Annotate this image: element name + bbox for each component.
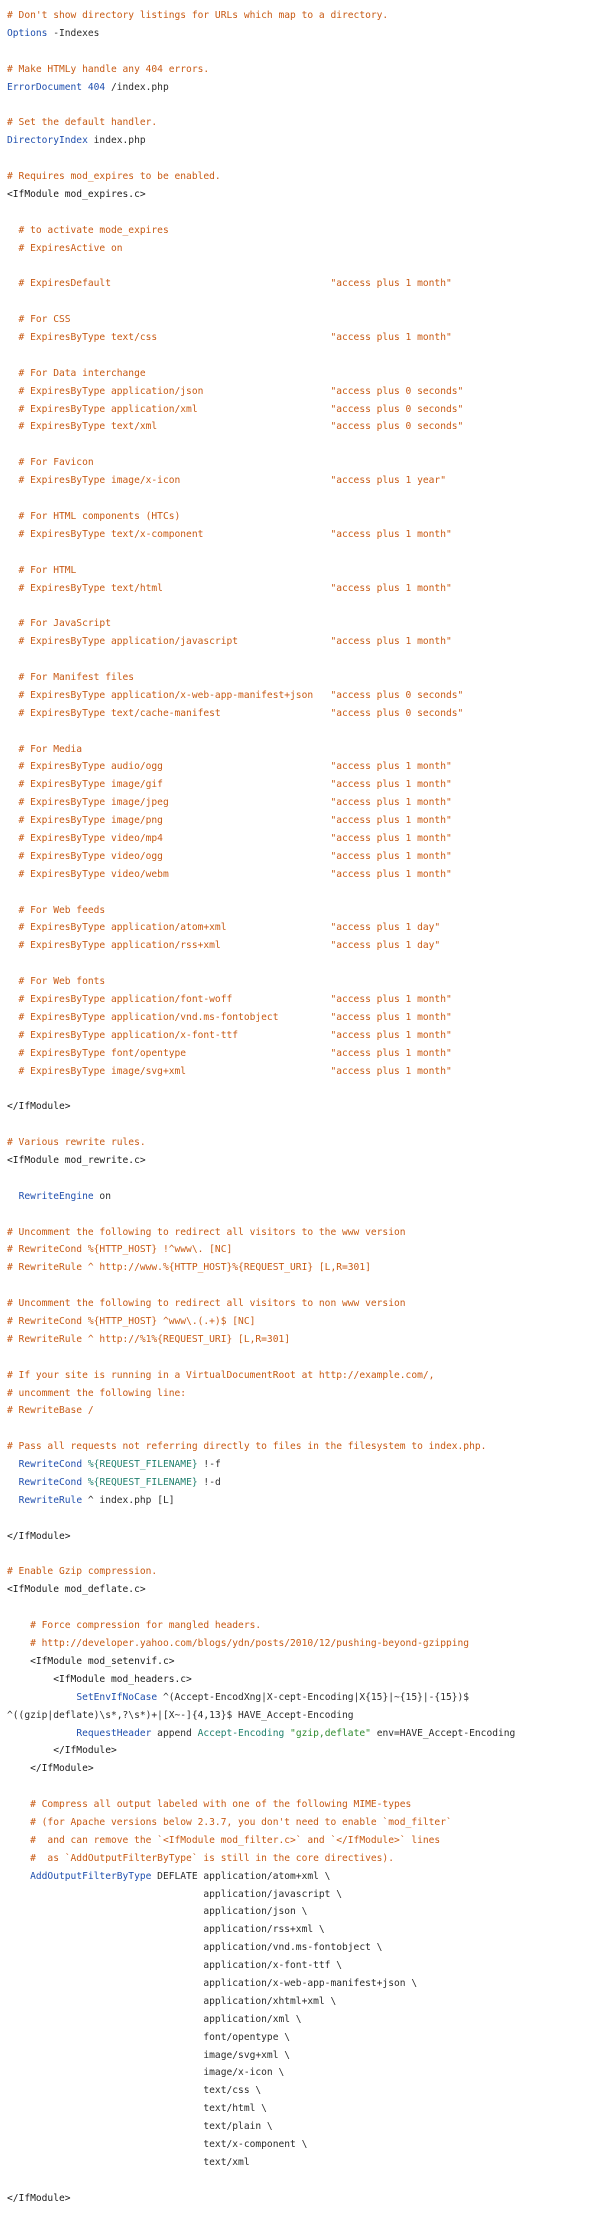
code-comment: # For Web fonts [7,976,106,988]
code-line [7,902,600,920]
code-line [7,418,600,436]
code-line [7,1528,600,1546]
code-comment: # Requires mod_expires to be enabled. [7,171,221,183]
code-line [7,1599,600,1617]
code-comment: # Set the default handler. [7,117,158,129]
code-line [7,1778,600,1796]
code-line [7,293,600,311]
code-line [7,669,600,687]
code-line [7,329,600,347]
code-comment: # For HTML components (HTCs) [7,510,181,522]
code-token: text/xml [7,2156,250,2168]
code-line [7,1725,600,1743]
code-comment: # Uncomment the following to redirect all visitors to the www version [7,1226,406,1238]
code-line [7,1009,600,1027]
code-line [7,79,600,97]
code-line [7,580,600,598]
code-line [7,61,600,79]
code-comment: # ExpiresByType text/css "access plus 1 month" [7,332,452,344]
code-comment: # ExpiresActive on [7,242,123,254]
code-comment: # RewriteBase / [7,1405,94,1417]
code-token: application/json \ [7,1906,308,1918]
code-line [7,1224,600,1242]
code-token: <IfModule mod_setenvif.c> [7,1655,175,1667]
code-line [7,365,600,383]
code-token: SetEnvIfNoCase [76,1691,158,1703]
code-comment: # ExpiresByType application/vnd.ms-fontobject "access plus 1 month" [7,1011,452,1023]
code-line [7,1850,600,1868]
code-comment: # RewriteCond %{HTTP_HOST} ^www\.(.+)$ [NC] [7,1316,256,1328]
code-token: <IfModule mod_expires.c> [7,188,146,200]
code-comment: # ExpiresByType text/x-component "access plus 1 month" [7,528,452,540]
code-line [7,1903,600,1921]
code-comment: # ExpiresByType audio/ogg "access plus 1 month" [7,761,452,773]
code-comment: # ExpiresByType image/gif "access plus 1 month" [7,779,452,791]
code-line [7,866,600,884]
code-line [7,311,600,329]
code-comment: # ExpiresByType image/svg+xml "access plus 1 month" [7,1065,452,1077]
code-line [7,1420,600,1438]
code-comment: # ExpiresByType font/opentype "access plus 1 month" [7,1047,452,1059]
code-line [7,1563,600,1581]
code-token: font/opentype \ [7,2031,291,2043]
code-comment: # ExpiresByType application/x-web-app-manifest+json "access plus 0 seconds" [7,689,464,701]
code-line [7,1492,600,1510]
code-token: ErrorDocument [7,81,83,93]
code-line [7,794,600,812]
code-token: /index.php [105,81,169,93]
code-line [7,1313,600,1331]
code-comment: # Pass all requests not referring directly to files in the filesystem to index.php. [7,1441,487,1453]
code-comment: # For CSS [7,314,71,326]
code-comment: # ExpiresByType application/json "access plus 0 seconds" [7,385,464,397]
code-token: ^(Accept-EncodXng|X-cept-Encoding|X{15}|~{15}|-{15})$ [157,1691,470,1703]
code-line [7,1080,600,1098]
code-token: RequestHeader [76,1727,152,1739]
code-line [7,222,600,240]
code-line [7,1385,600,1403]
code-line [7,508,600,526]
code-line [7,1331,600,1349]
code-line [7,991,600,1009]
code-token: ^((gzip|deflate)\s*,?\s*)+|[X~-]{4,13}$ HAVE_Accept-Encoding [7,1709,354,1721]
code-line [7,2154,600,2172]
code-line [7,43,600,61]
code-token: ^ index.php [L] [82,1494,175,1506]
code-line [7,1707,600,1725]
code-token: append [151,1727,198,1739]
code-token: text/css \ [7,2085,262,2097]
code-token: -Indexes [47,27,100,39]
code-line [7,2100,600,2118]
code-comment: # Don't show directory listings for URLs which map to a directory. [7,10,389,21]
code-line [7,955,600,973]
code-line [7,1868,600,1886]
code-line [7,1617,600,1635]
code-line [7,597,600,615]
code-line [7,132,600,150]
code-token [7,1728,76,1739]
code-comment: # ExpiresByType application/rss+xml "access plus 1 day" [7,940,441,952]
code-line [7,1188,600,1206]
code-token: </IfModule> [7,1745,117,1757]
code-line [7,275,600,293]
code-line [7,1689,600,1707]
code-line [7,2011,600,2029]
code-token: DirectoryIndex [7,135,88,147]
code-line [7,472,600,490]
code-token: %{REQUEST_FILENAME} [87,1477,198,1489]
code-token: 404 [87,81,106,93]
code-comment: # ExpiresByType application/xml "access plus 0 seconds" [7,403,464,415]
code-line [7,1921,600,1939]
code-line [7,1063,600,1081]
code-token: <IfModule mod_headers.c> [7,1673,192,1685]
code-comment: # ExpiresByType video/webm "access plus 1 month" [7,868,452,880]
code-line [7,937,600,955]
code-token: env=HAVE_Accept-Encoding [370,1727,516,1739]
code-token: RewriteCond [18,1477,83,1489]
code-line [7,687,600,705]
code-line [7,2118,600,2136]
code-comment: # Uncomment the following to redirect all visitors to non www version [7,1298,406,1310]
code-comment: # ExpiresByType text/xml "access plus 0 seconds" [7,421,464,433]
code-line [7,490,600,508]
code-token [7,1495,19,1506]
code-token: RewriteEngine [18,1190,94,1202]
code-line [7,454,600,472]
code-comment: # Various rewrite rules. [7,1137,146,1149]
code-line [7,2082,600,2100]
code-line [7,830,600,848]
code-line [7,1259,600,1277]
code-line [7,812,600,830]
code-line [7,1045,600,1063]
code-comment: # ExpiresByType video/mp4 "access plus 1 month" [7,832,452,844]
code-line [7,204,600,222]
code-token: image/x-icon \ [7,2067,285,2079]
code-line [7,723,600,741]
code-line [7,1295,600,1313]
code-comment: # For Media [7,743,83,755]
code-comment: # ExpiresByType application/font-woff "access plus 1 month" [7,993,452,1005]
code-line [7,633,600,651]
code-comment: # ExpiresByType image/png "access plus 1 month" [7,815,452,827]
code-comment: # RewriteCond %{HTTP_HOST} !^www\. [NC] [7,1244,233,1256]
code-comment: # ExpiresByType application/javascript "access plus 1 month" [7,636,452,648]
code-comment: # ExpiresByType application/x-font-ttf "access plus 1 month" [7,1029,452,1041]
code-line [7,758,600,776]
code-token: application/xhtml+xml \ [7,1995,337,2007]
code-comment: # RewriteRule ^ http://www.%{HTTP_HOST}%{REQUEST_URI} [L,R=301] [7,1262,371,1274]
code-token: on [93,1190,111,1202]
code-line [7,973,600,991]
code-token: </IfModule> [7,2192,71,2204]
code-comment: # http://developer.yahoo.com/blogs/ydn/posts/2010/12/pushing-beyond-gzipping [7,1638,470,1650]
code-line [7,1134,600,1152]
code-token: Options [7,27,48,39]
code-token: !-d [197,1477,221,1489]
code-line [7,1027,600,1045]
code-line [7,1939,600,1957]
code-token [7,1871,30,1882]
code-token: application/x-font-ttf \ [7,1960,343,1972]
code-token: index.php [87,135,146,147]
code-line [7,1152,600,1170]
code-line [7,1170,600,1188]
code-line [7,383,600,401]
code-line [7,1814,600,1832]
code-line [7,544,600,562]
code-comment: # ExpiresByType image/x-icon "access plus 1 year" [7,475,446,487]
code-token: Accept-Encoding [197,1727,285,1739]
code-line [7,1796,600,1814]
code-line [7,114,600,132]
code-comment: # RewriteRule ^ http://%1%{REQUEST_URI} [L,R=301] [7,1333,291,1345]
code-comment: # If your site is running in a VirtualDocumentRoot at http://example.com/, [7,1369,435,1381]
code-line [7,1474,600,1492]
code-token: <IfModule mod_rewrite.c> [7,1155,146,1166]
code-line [7,436,600,454]
code-comment: # For Favicon [7,457,94,469]
code-comment: # For Data interchange [7,367,146,379]
code-line [7,526,600,544]
code-comment: # as `AddOutputFilterByType` is still in the core directives). [7,1852,394,1864]
code-line [7,2172,600,2190]
code-token: %{REQUEST_FILENAME} [87,1459,198,1471]
code-line [7,347,600,365]
code-line [7,186,600,204]
code-token: application/javascript \ [7,1888,343,1900]
code-line [7,1975,600,1993]
code-token: </IfModule> [7,1530,71,1542]
code-token: RewriteRule [18,1494,83,1506]
code-token: "gzip,deflate" [290,1727,371,1739]
code-line [7,615,600,633]
code-token [7,1477,19,1488]
code-comment: # ExpiresByType image/jpeg "access plus 1 month" [7,797,452,809]
code-token: AddOutputFilterByType [30,1870,152,1882]
code-line [7,2190,600,2208]
code-line [7,7,600,25]
code-comment: # Make HTMLy handle any 404 errors. [7,63,210,75]
code-token: !-f [197,1459,221,1471]
code-comment: # ExpiresByType text/cache-manifest "access plus 0 seconds" [7,707,464,719]
code-line [7,2064,600,2082]
code-line [7,741,600,759]
code-comment: # to activate mode_expires [7,224,169,236]
code-line [7,96,600,114]
code-line [7,1367,600,1385]
code-line [7,1886,600,1904]
code-token: text/plain \ [7,2121,273,2133]
code-comment: # For Manifest files [7,671,135,683]
code-line [7,1241,600,1259]
code-token [7,1692,76,1703]
code-line [7,401,600,419]
code-line [7,150,600,168]
code-line [7,1635,600,1653]
code-line [7,1438,600,1456]
code-token: application/xml \ [7,2013,302,2025]
code-line [7,1098,600,1116]
code-token: application/rss+xml \ [7,1924,325,1936]
code-line [7,168,600,186]
code-line [7,1456,600,1474]
code-token: </IfModule> [7,1763,94,1775]
code-token: application/x-web-app-manifest+json \ [7,1977,418,1989]
code-line [7,651,600,669]
code-comment: # For HTML [7,564,77,576]
code-line [7,25,600,43]
code-comment: # uncomment the following line: [7,1387,187,1399]
code-line [7,1510,600,1528]
code-token: text/x-component \ [7,2138,308,2150]
code-line [7,1116,600,1134]
code-line [7,848,600,866]
code-token: image/svg+xml \ [7,2049,291,2061]
code-comment: # Force compression for mangled headers. [7,1620,262,1632]
code-line [7,257,600,275]
code-comment: # Compress all output labeled with one of the following MIME-types [7,1799,412,1811]
code-token: application/vnd.ms-fontobject \ [7,1942,383,1954]
code-line [7,1349,600,1367]
code-line [7,2136,600,2154]
code-line [7,2047,600,2065]
code-line [7,1206,600,1224]
code-line [7,1581,600,1599]
code-comment: # ExpiresByType video/ogg "access plus 1 month" [7,850,452,862]
code-comment: # For JavaScript [7,618,111,630]
code-line [7,562,600,580]
code-line [7,1402,600,1420]
code-token: DEFLATE application/atom+xml \ [151,1870,331,1882]
code-comment: # and can remove the `<IfModule mod_filter.c>` and `</IfModule>` lines [7,1834,441,1846]
code-line [7,1546,600,1564]
code-line [7,1653,600,1671]
code-line [7,1742,600,1760]
code-comment: # Enable Gzip compression. [7,1566,158,1578]
code-token: </IfModule> [7,1101,71,1113]
code-line [7,1993,600,2011]
code-comment: # ExpiresByType application/atom+xml "access plus 1 day" [7,922,441,934]
code-line [7,919,600,937]
code-line [7,1277,600,1295]
code-line [7,1957,600,1975]
code-line [7,1671,600,1689]
code-comment: # ExpiresDefault "access plus 1 month" [7,278,452,290]
code-line [7,2029,600,2047]
code-line [7,884,600,902]
code-token [7,1191,19,1202]
code-token [7,1459,19,1470]
code-line [7,240,600,258]
code-token: <IfModule mod_deflate.c> [7,1584,146,1596]
code-comment: # For Web feeds [7,904,106,916]
code-comment: # (for Apache versions below 2.3.7, you don't need to enable `mod_filter` [7,1816,452,1828]
code-comment: # ExpiresByType text/html "access plus 1 month" [7,582,452,594]
code-line [7,705,600,723]
code-line [7,1760,600,1778]
code-token: RewriteCond [18,1459,83,1471]
code-token: text/html \ [7,2103,267,2115]
code-line [7,1832,600,1850]
code-line [7,776,600,794]
